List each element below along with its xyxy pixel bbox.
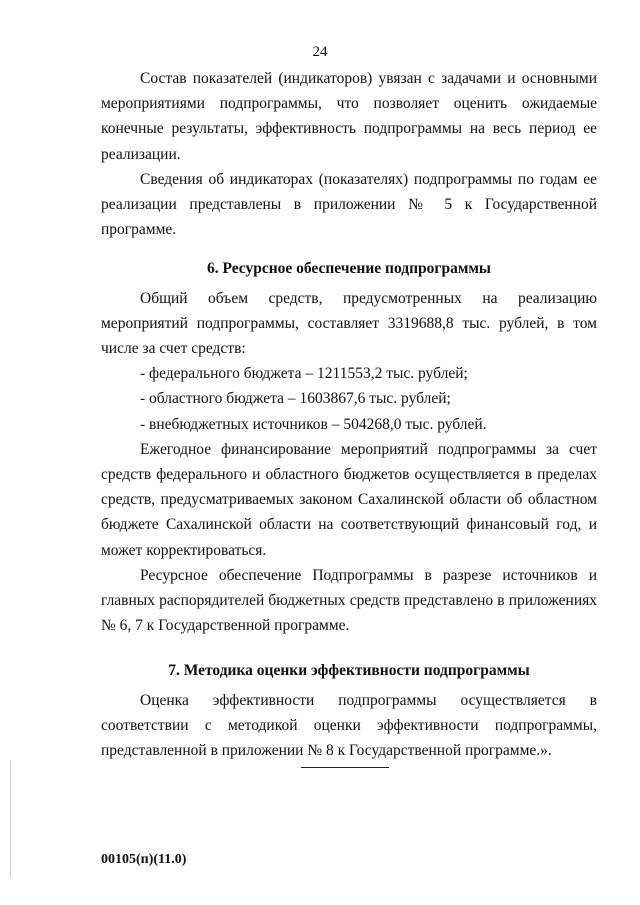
document-body [101, 66, 597, 763]
section-6-heading: 6. Ресурсное обеспечение подпрограммы [206, 260, 492, 278]
paragraph-indicators-info: Сведения об индикаторах (показателях) подпрограммы по годам ее реализации представлены в приложении № 5 к Государственной программе. [101, 170, 597, 239]
scan-margin-mark [10, 760, 11, 878]
document-code: 00105(п)(11.0) [101, 852, 187, 867]
paragraph-indicators: Состав показателей (индикаторов) увязан с задачами и основными мероприятиями подпрограммы, что позволяет оценить ожидаемые конечные результаты, эффективность подпрограммы на весь период ее реализации. [101, 70, 597, 163]
paragraph-efficiency-method: Оценка эффективности подпрограммы осуществляется в соответствии с методикой оценки эффективности подпрограммы, представленной в приложении № 8 к Государственной программе.». [101, 691, 597, 760]
section-7-heading: 7. Методика оценки эффективности подпрограммы [168, 662, 530, 680]
funding-item-federal: - федерального бюджета – 1211553,2 тыс. рублей; [140, 365, 468, 383]
paragraph-total-funding: Общий объем средств, предусмотренных на реализацию мероприятий подпрограммы, составляет 3319688,8 тыс. рублей, в том числе за счет средств: [101, 289, 597, 358]
paragraph-annual-financing: Ежегодное финансирование мероприятий подпрограммы за счет средств федерального и областного бюджетов осуществляется в пределах средств, предусматриваемых законом Сахалинской области об областном бюджете Сахалинской области на соответствующий финансовый год, и может корректироваться. [101, 440, 597, 559]
paragraph-resource-provision: Ресурсное обеспечение Подпрограммы в разрезе источников и главных распорядителей бюджетных средств представлено в приложениях № 6, 7 к Государственной программе. [101, 566, 597, 635]
end-divider-line [301, 767, 389, 768]
funding-item-regional: - областного бюджета – 1603867,6 тыс. рублей; [140, 390, 451, 408]
page-number: 24 [312, 44, 328, 60]
funding-item-extrabudgetary: - внебюджетных источников – 504268,0 тыс. рублей. [140, 415, 487, 433]
